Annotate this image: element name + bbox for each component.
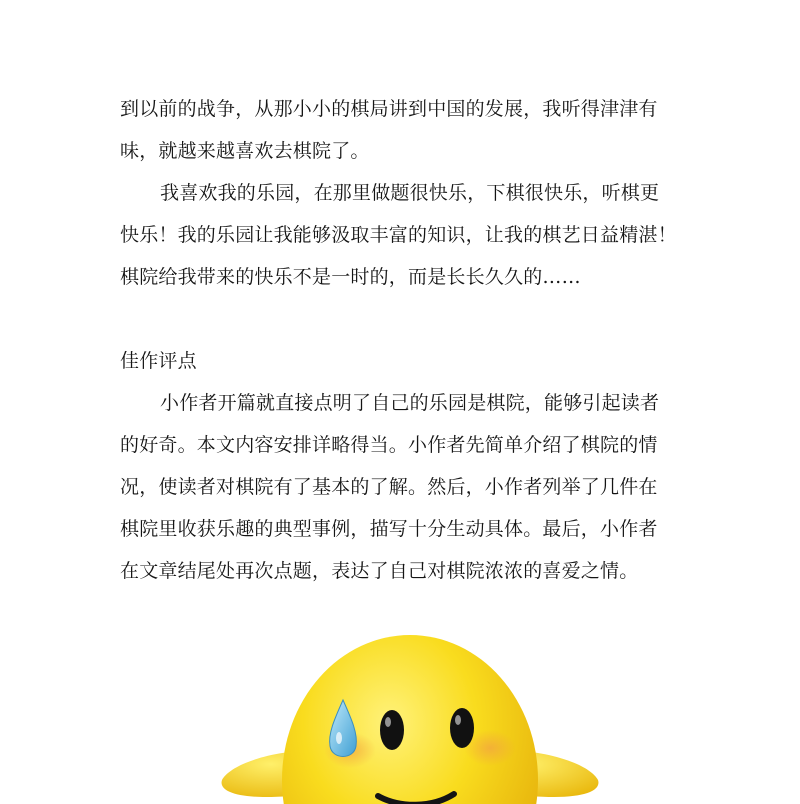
essay-line-4: 快乐！我的乐园让我能够汲取丰富的知识，让我的棋艺日益精湛！ [120,224,677,246]
review-line-1: 小作者开篇就直接点明了自己的乐园是棋院，能够引起读者 [160,392,660,414]
essay-line-5: 棋院给我带来的快乐不是一时的，而是长长久久的…… [120,266,581,288]
section-gap [120,298,690,340]
essay-line-2: 味，就越来越喜欢去棋院了。 [120,140,370,162]
essay-line-1: 到以前的战争，从那小小的棋局讲到中国的发展，我听得津津有 [120,98,658,120]
eye-right [450,708,474,748]
review-line-5: 在文章结尾处再次点题，表达了自己对棋院浓浓的喜爱之情。 [120,560,639,582]
face [282,635,538,804]
review-line-3: 况，使读者对棋院有了基本的了解。然后，小作者列举了几件在 [120,476,658,498]
review-heading: 佳作评点 [120,350,197,372]
essay-line-3: 我喜欢我的乐园，在那里做题很快乐，下棋很快乐，听棋更 [160,182,660,204]
review-line-2: 的好奇。本文内容安排详略得当。小作者先简单介绍了棋院的情 [120,434,658,456]
sweating-smiley-icon [200,600,620,804]
eye-left [380,710,404,750]
essay-text [120,88,690,592]
review-line-4: 棋院里收获乐趣的典型事例，描写十分生动具体。最后，小作者 [120,518,658,540]
